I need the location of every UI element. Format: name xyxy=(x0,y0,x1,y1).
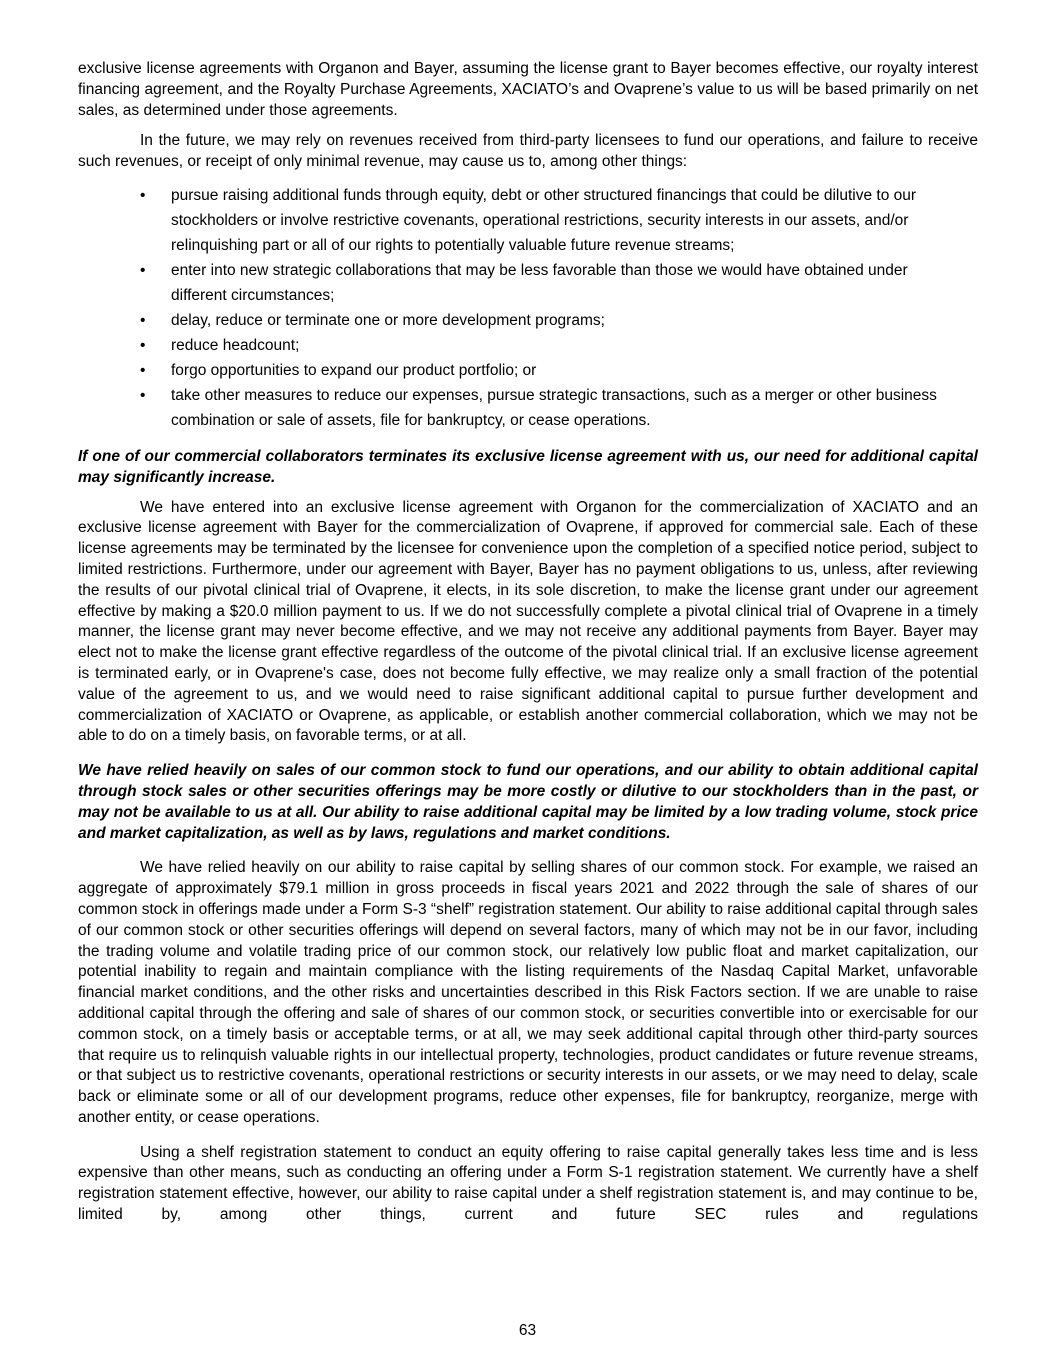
bullet-icon: • xyxy=(140,386,146,404)
paragraph: exclusive license agreements with Organon and Bayer, assuming the license grant to Bayer becomes effective, our royalty interest financing agreement, and the Royalty Purchase Agreements, XACIATO’s and Ovaprene’s value to us will be based primarily on net sales, as determined under those agreements. xyxy=(78,60,978,119)
bullet-icon: • xyxy=(140,336,146,354)
list-item: • delay, reduce or terminate one or more development programs; xyxy=(78,308,978,333)
document-body xyxy=(78,59,978,1236)
bullet-icon: • xyxy=(140,186,146,204)
bullet-icon: • xyxy=(140,261,146,279)
list-item: • reduce headcount; xyxy=(78,333,978,358)
page-number: 63 xyxy=(518,1322,537,1339)
bullet-icon: • xyxy=(140,361,146,379)
paragraph: We have relied heavily on our ability to raise capital by selling shares of our common stock. For example, we raised an aggregate of approximately $79.1 million in gross proceeds in fiscal years 2021 and 2022 through the sale of shares of our common stock in offerings made under a Form S-3 “shelf” registration statement. Our ability to raise additional capital through sales of our common stock or other securities offerings will depend on several factors, many of which may not be in our favor, including the trading volume and volatile trading price of our common stock, our relatively low public float and market capitalization, our potential inability to regain and maintain compliance with the listing requirements of the Nasdaq Capital Market, unfavorable financial market conditions, and the other risks and uncertainties described in this Risk Factors section. If we are unable to raise additional capital through the offering and sale of shares of our common stock, or securities convertible into or exercisable for our common stock, on a timely basis or acceptable terms, or at all, we may seek additional capital through other third-party sources that require us to relinquish valuable rights in our intellectual property, technologies, product candidates or future revenue streams, or that subject us to restrictive covenants, operational restrictions or security interests in our assets, or we may need to delay, scale back or eliminate some or all of our development programs, reduce other expenses, file for bankruptcy, reorganize, merge with another entity, or cease operations. xyxy=(78,859,978,1126)
bullet-list xyxy=(78,183,978,433)
list-item: • enter into new strategic collaborations that may be less favorable than those we would have obtained under different circumstances; xyxy=(78,258,978,308)
section-heading: We have relied heavily on sales of our common stock to fund our operations, and our ability to obtain additional capital through stock sales or other securities offerings may be more costly or dilutive to our stockholders than in the past, or may not be available to us at all. Our ability to raise additional capital may be limited by a low trading volume, stock price and market capitalization, as well as by laws, regulations and market conditions. xyxy=(78,762,978,842)
section-heading: If one of our commercial collaborators terminates its exclusive license agreement with us, our need for additional capital may significantly increase. xyxy=(78,447,978,486)
list-item: • pursue raising additional funds through equity, debt or other structured financings that could be dilutive to our stockholders or involve restrictive covenants, operational restrictions, security interests in our assets, and/or relinquishing part or all of our rights to potentially valuable future revenue streams; xyxy=(78,183,978,258)
paragraph: Using a shelf registration statement to conduct an equity offering to raise capital generally takes less time and is less expensive than other means, such as conducting an offering under a Form S-1 registration statement. We currently have a shelf registration statement effective, however, our ability to raise capital under a shelf registration statement is, and may continue to be, limited by, among other things, current and future SEC rules and regulations xyxy=(78,1143,978,1224)
paragraph: We have entered into an exclusive license agreement with Organon for the commercialization of XACIATO and an exclusive license agreement with Bayer for the commercialization of Ovaprene, if approved for commercial sale. Each of these license agreements may be terminated by the licensee for convenience upon the completion of a specified notice period, subject to limited restrictions. Furthermore, under our agreement with Bayer, Bayer has no payment obligations to us, unless, after reviewing the results of our pivotal clinical trial of Ovaprene, it elects, in its sole discretion, to make the license grant under our agreement effective by making a $20.0 million payment to us. If we do not successfully complete a pivotal clinical trial of Ovaprene in a timely manner, the license grant may never become effective, and we may not receive any additional payments from Bayer. Bayer may elect not to make the license grant effective regardless of the outcome of the pivotal clinical trial. If an exclusive license agreement is terminated early, or in Ovaprene's case, does not become fully effective, we may realize only a small fraction of the potential value of the agreement to us, and we would need to raise significant additional capital to pursue further development and commercialization of XACIATO or Ovaprene, as applicable, or establish another commercial collaboration, which we may not be able to do on a timely basis, on favorable terms, or at all. xyxy=(78,498,978,745)
paragraph: In the future, we may rely on revenues received from third-party licensees to fund our operations, and failure to receive such revenues, or receipt of only minimal revenue, may cause us to, among other things: xyxy=(78,132,978,171)
list-item: • forgo opportunities to expand our product portfolio; or xyxy=(78,358,978,383)
list-item: • take other measures to reduce our expenses, pursue strategic transactions, such as a merger or other business combination or sale of assets, file for bankruptcy, or cease operations. xyxy=(78,383,978,433)
bullet-icon: • xyxy=(140,311,146,329)
